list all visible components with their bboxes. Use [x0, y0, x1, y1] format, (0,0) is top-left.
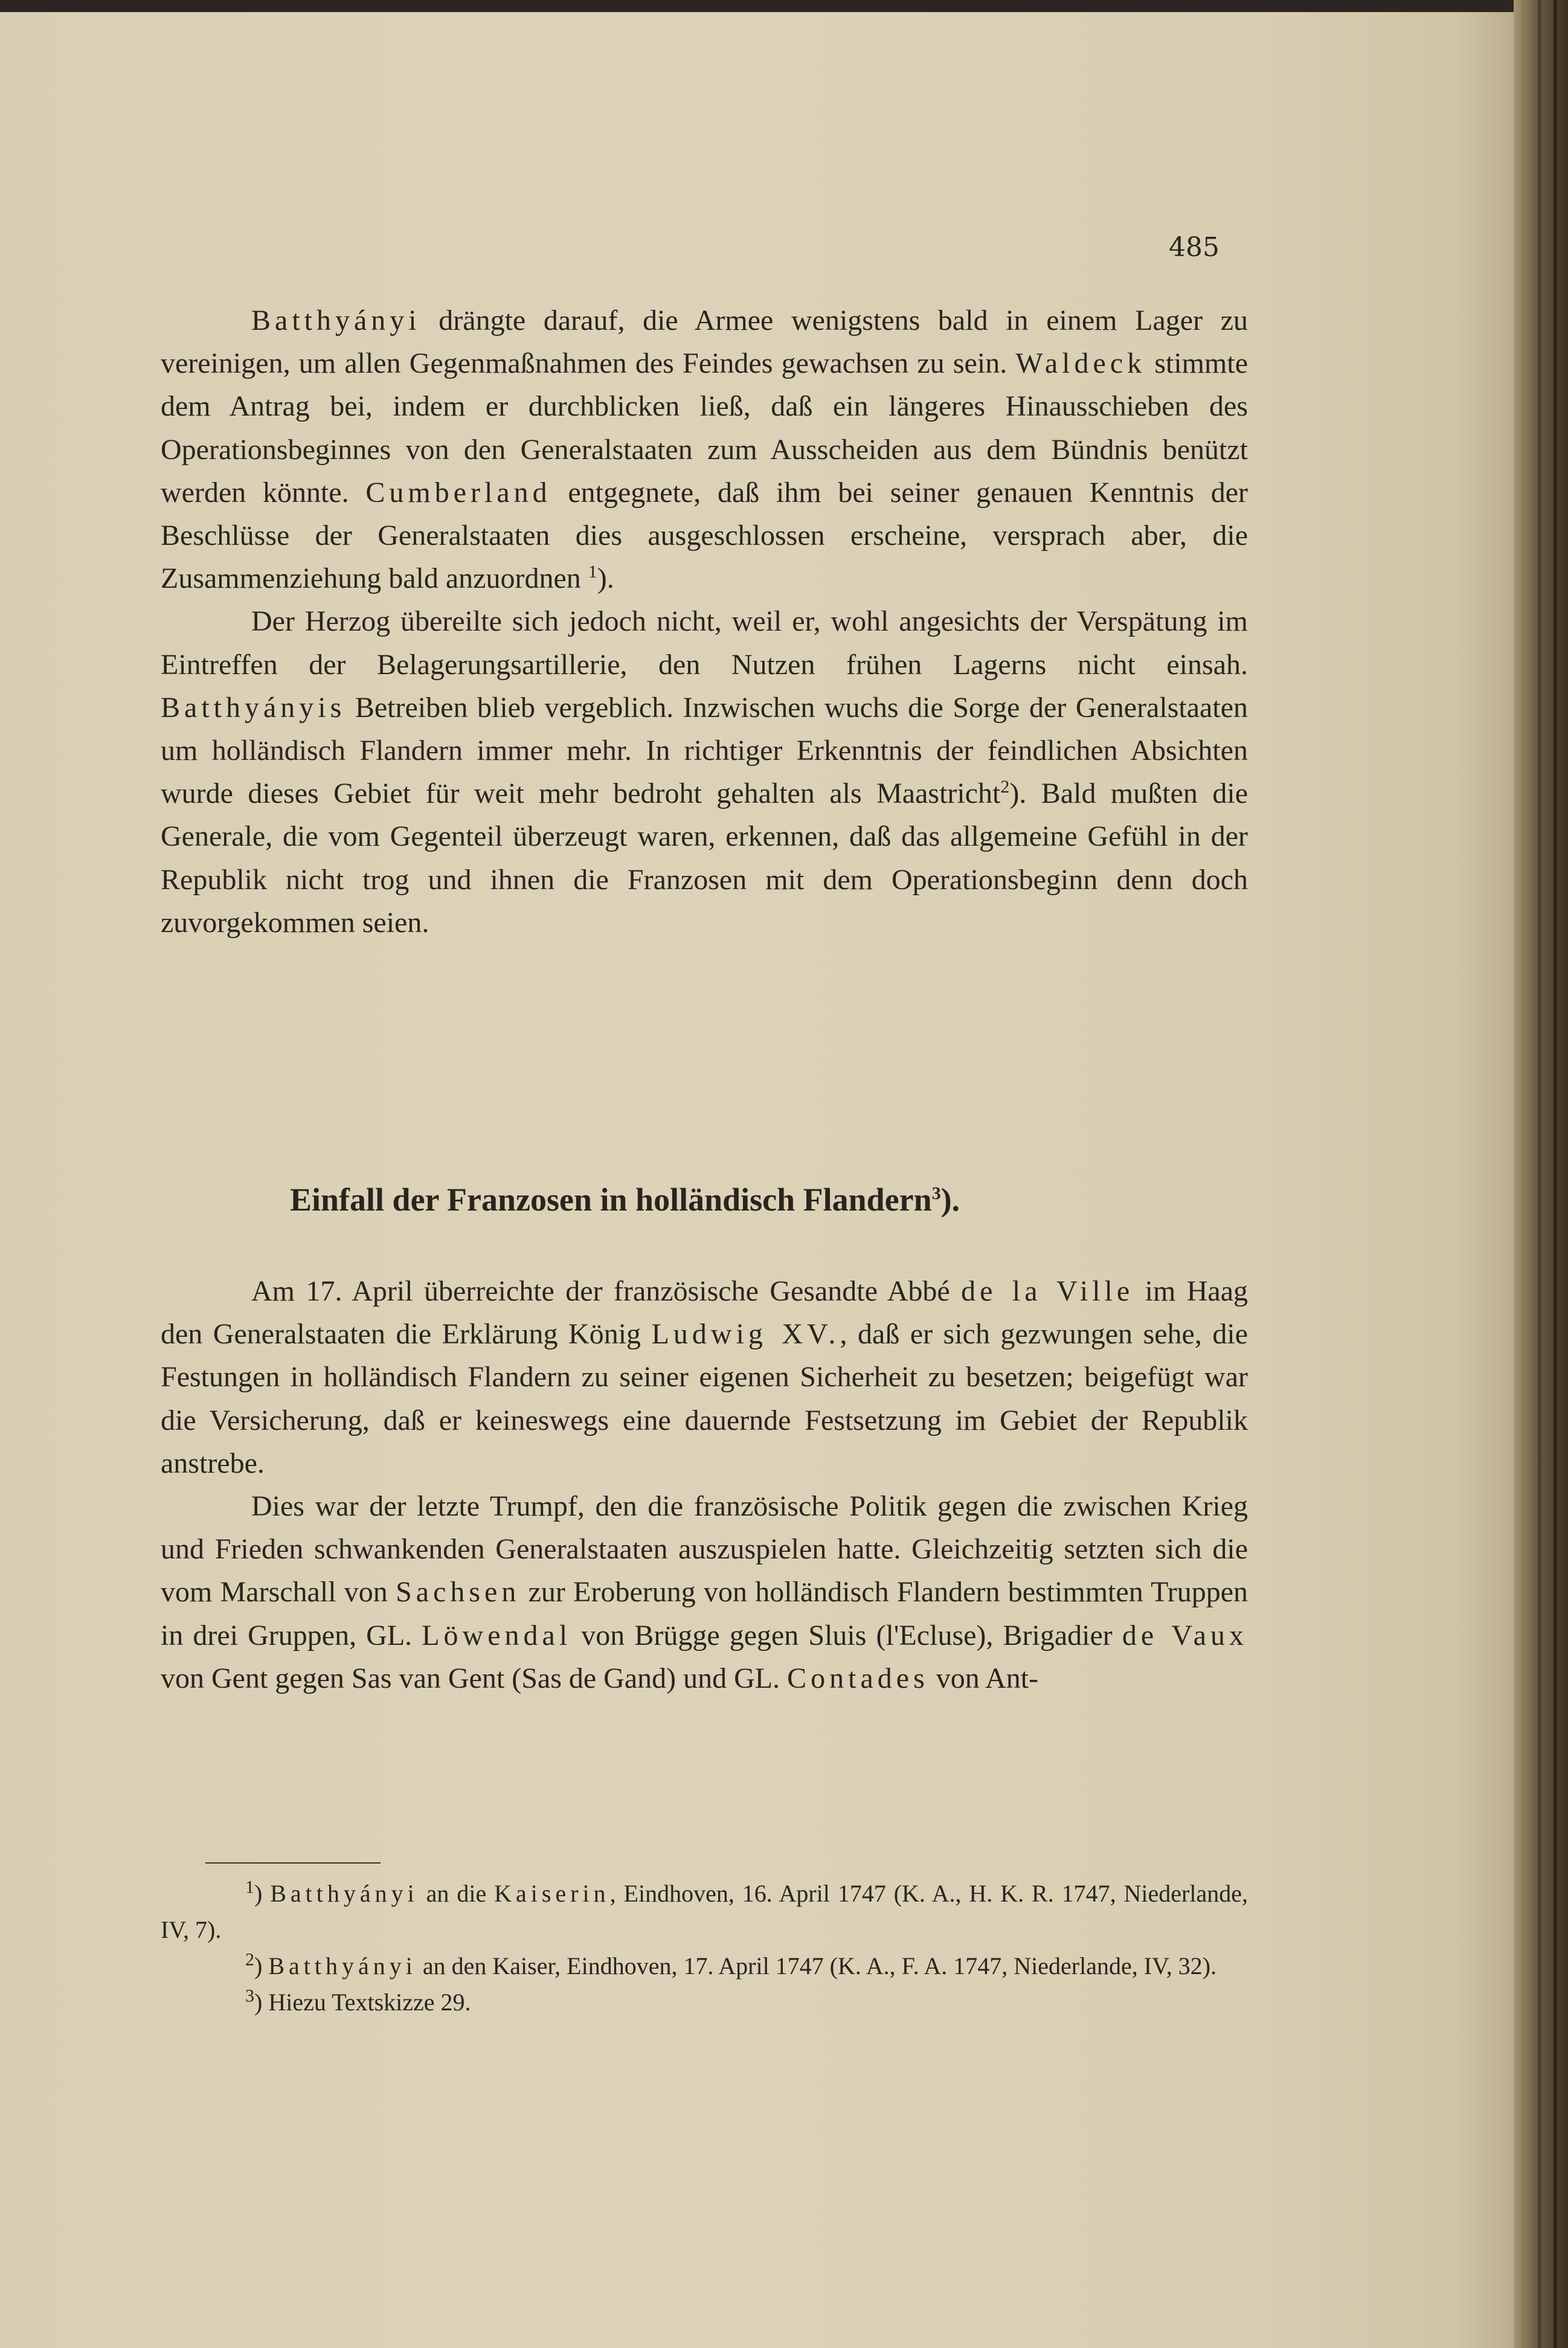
spaced-name: de la Ville: [961, 1275, 1134, 1307]
top-page-edge: [0, 0, 1568, 12]
text-run: ): [254, 1880, 271, 1907]
spaced-name: Sachsen: [396, 1576, 521, 1609]
spaced-name: Batthyányi: [270, 1880, 419, 1907]
spaced-name: Batthyányi: [268, 1952, 417, 1980]
spaced-name: Löwendal: [422, 1619, 572, 1652]
text-run: Dies war der letzte Trumpf, den die französische Politik gegen die zwischen Krieg und Frieden schwankenden Generalstaaten auszuspielen hatte. Gleichzeitig setzten sich die vom Marschall von: [161, 1490, 1248, 1609]
text-run: , daß er sich gezwungen sehe, die Festungen in holländisch Flandern zu seiner eigenen Sicherheit zu besetzen; beigefügt war die Versicherung, daß er keineswegs eine dauernde Festsetzung im Gebiet der Republik anstrebe.: [161, 1318, 1248, 1479]
spaced-name: Kaiserin: [494, 1880, 610, 1907]
main-text-lower: [161, 1270, 1248, 1700]
text-run: von Brügge gegen Sluis (l'Ecluse), Brigadier: [571, 1619, 1122, 1652]
text-run: ): [254, 1952, 269, 1980]
spaced-name: Cumberland: [365, 476, 551, 509]
text-run: zur Eroberung von holländisch Flandern bestimmten Truppen in drei Gruppen, GL.: [161, 1576, 1248, 1652]
paragraph: [161, 600, 1248, 944]
footnote-ref[interactable]: 2: [245, 1949, 254, 1970]
text-run: Am 17. April überreichte der französische Gesandte Abbé: [251, 1275, 962, 1307]
text-run: Betreiben blieb vergeblich. Inzwischen wuchs die Sorge der Generalstaaten um holländisch Flandern immer mehr. In richtiger Erkenntnis der feindlichen Absichten wurde dieses Gebiet für weit mehr bedroht gehalten als Maastricht: [161, 691, 1248, 810]
text-run: , Eindhoven, 16. April 1747 (K. A., H. K. R. 1747, Niederlande, IV, 7).: [161, 1880, 1248, 1943]
text-run: Der Herzog übereilte sich jedoch nicht, weil er, wohl angesichts der Verspätung im Eintreffen der Belagerungsartillerie, den Nutzen frühen Lagerns nicht einsah.: [161, 605, 1248, 681]
footnote-ref[interactable]: 1: [245, 1877, 254, 1897]
spaced-name: Batthyányis: [161, 691, 346, 724]
text-run: ) Hiezu Textskizze 29.: [254, 1989, 471, 2016]
text-run: stimmte dem Antrag bei, indem er durchblicken ließ, daß ein längeres Hinausschieben des Operationsbeginnes von den Generalstaaten zum Ausscheiden aus dem Bündnis benützt werden könnte.: [161, 347, 1248, 509]
text-run: entgegnete, daß ihm bei seiner genauen Kenntnis der Beschlüsse der Generalstaaten dies ausgeschlossen erscheine, versprach aber, die Zusammenziehung bald anzuordnen: [161, 476, 1248, 595]
text-run: an die: [418, 1880, 495, 1907]
footnotes: [161, 1876, 1248, 2021]
section-heading-footnote-ref[interactable]: 3: [931, 1183, 941, 1203]
text-run: ).: [597, 562, 614, 595]
footnote-ref[interactable]: 3: [245, 1986, 254, 2006]
spaced-name: Ludwig XV.: [651, 1318, 840, 1351]
spaced-name: de Vaux: [1122, 1619, 1248, 1652]
text-run: an den Kaiser, Eindhoven, 17. April 1747 (K. A., F. A. 1747, Niederlande, IV, 32).: [416, 1952, 1217, 1980]
footnote-separator: [205, 1862, 381, 1864]
section-heading: [290, 1181, 1136, 1218]
text-run: von Gent gegen Sas van Gent (Sas de Gand) und GL.: [161, 1662, 788, 1694]
footnote: [161, 1984, 1248, 2021]
section-heading-text: Einfall der Franzosen in holländisch Flandern: [290, 1182, 932, 1218]
footnote-ref[interactable]: 1: [588, 562, 597, 582]
main-text-upper: [161, 299, 1248, 944]
text-run: drängte darauf, die Armee wenigstens bald in einem Lager zu vereinigen, um allen Gegenmaßnahmen des Feindes gewachsen zu sein.: [161, 304, 1248, 380]
page-number: 485: [1169, 232, 1219, 263]
spaced-name: Batthyányi: [251, 304, 421, 336]
text-run: ). Bald mußten die Generale, die vom Gegenteil überzeugt waren, erkennen, daß das allgemeine Gefühl in der Republik nicht trog und ihnen die Franzosen mit dem Operationsbeginn denn doch zuvorgekommen seien.: [161, 777, 1248, 939]
footnote-ref[interactable]: 2: [1000, 777, 1010, 797]
text-run: im Haag den Generalstaaten die Erklärung König: [161, 1275, 1248, 1351]
paragraph: [161, 299, 1248, 600]
section-heading-suffix: ).: [940, 1182, 960, 1218]
footnote: [161, 1948, 1248, 1984]
spaced-name: Contades: [787, 1662, 929, 1694]
paragraph: [161, 1485, 1248, 1700]
footnote: [161, 1876, 1248, 1948]
book-spine-edge: [1514, 0, 1568, 2348]
text-run: von Ant-: [928, 1662, 1039, 1694]
spaced-name: Waldeck: [1015, 347, 1146, 380]
paragraph: [161, 1270, 1248, 1485]
